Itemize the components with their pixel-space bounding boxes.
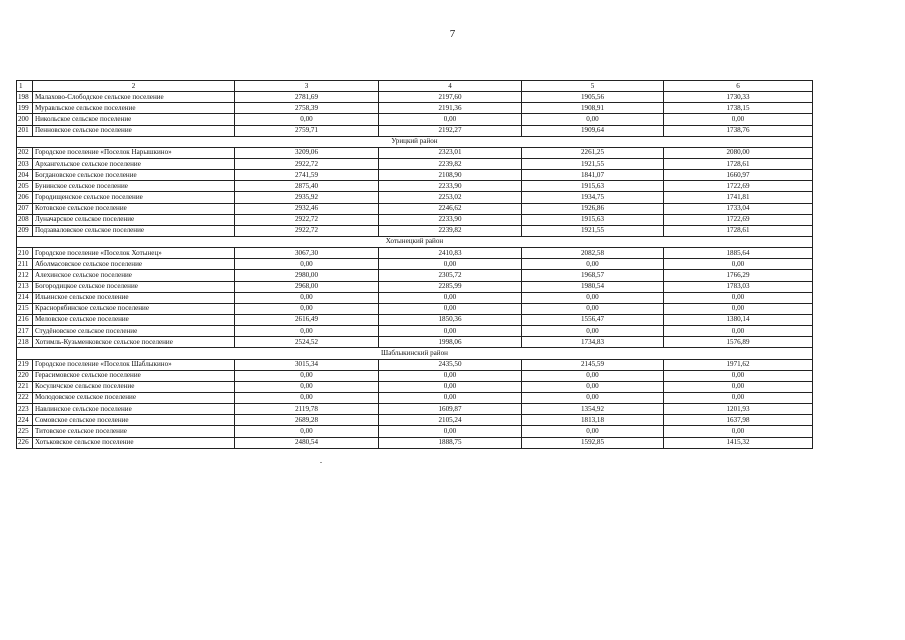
- value-cell: 1850,36: [379, 314, 522, 325]
- settlement-name: Городское поселение «Поселок Шаблыкино»: [33, 359, 235, 370]
- value-cell: 0,00: [522, 259, 664, 270]
- value-cell: 1841,07: [522, 170, 664, 181]
- value-cell: 1905,56: [522, 92, 664, 103]
- value-cell: 2192,27: [379, 125, 522, 136]
- row-number: 222: [17, 392, 33, 403]
- value-cell: 0,00: [522, 392, 664, 403]
- settlement-name: Городское поселение «Поселок Хотынец»: [33, 248, 235, 259]
- value-cell: 2261,25: [522, 147, 664, 158]
- value-cell: 0,00: [664, 370, 813, 381]
- value-cell: 1722,69: [664, 214, 813, 225]
- settlement-name: Городское поселение «Поселок Нарышкино»: [33, 147, 235, 158]
- header-row: [17, 81, 813, 92]
- value-cell: 2435,50: [379, 359, 522, 370]
- value-cell: 0,00: [379, 381, 522, 392]
- value-cell: 2980,00: [235, 270, 379, 281]
- table-row: [17, 270, 813, 281]
- value-cell: 0,00: [522, 326, 664, 337]
- value-cell: 1885,64: [664, 248, 813, 259]
- settlement-name: Малахово-Слободское сельское поселение: [33, 92, 235, 103]
- value-cell: 2922,72: [235, 158, 379, 169]
- district-title: Хотынецкий район: [17, 236, 813, 247]
- value-cell: 1971,62: [664, 359, 813, 370]
- value-cell: 2108,90: [379, 170, 522, 181]
- value-cell: 2305,72: [379, 270, 522, 281]
- column-header: 1: [17, 81, 33, 92]
- value-cell: 1915,63: [522, 214, 664, 225]
- district-heading-row: [17, 236, 813, 247]
- value-cell: 0,00: [235, 381, 379, 392]
- row-number: 209: [17, 225, 33, 236]
- settlement-name: Хотьковское сельское поселение: [33, 437, 235, 448]
- value-cell: 2410,83: [379, 248, 522, 259]
- value-cell: 1354,92: [522, 404, 664, 415]
- row-number: 201: [17, 125, 33, 136]
- value-cell: 0,00: [522, 292, 664, 303]
- table-row: [17, 92, 813, 103]
- settlement-name: Бунинское сельское поселение: [33, 181, 235, 192]
- table-row: [17, 248, 813, 259]
- table-row: [17, 181, 813, 192]
- value-cell: 1728,61: [664, 158, 813, 169]
- district-heading-row: [17, 136, 813, 147]
- column-header: 3: [235, 81, 379, 92]
- table-row: [17, 392, 813, 403]
- scan-speck: [320, 462, 322, 463]
- settlement-name: Герасимовское сельское поселение: [33, 370, 235, 381]
- settlement-name: Студёновское сельское поселение: [33, 326, 235, 337]
- table-row: [17, 370, 813, 381]
- value-cell: 1921,55: [522, 225, 664, 236]
- value-cell: 2323,01: [379, 147, 522, 158]
- table-row: [17, 125, 813, 136]
- value-cell: 0,00: [235, 303, 379, 314]
- value-cell: 2480,54: [235, 437, 379, 448]
- value-cell: 1908,91: [522, 103, 664, 114]
- value-cell: 3015,34: [235, 359, 379, 370]
- row-number: 211: [17, 259, 33, 270]
- value-cell: 0,00: [379, 303, 522, 314]
- value-cell: 2197,60: [379, 92, 522, 103]
- value-cell: 0,00: [522, 426, 664, 437]
- value-cell: 1556,47: [522, 314, 664, 325]
- row-number: 204: [17, 170, 33, 181]
- value-cell: 0,00: [664, 303, 813, 314]
- settlement-name: Ильинское сельское поселение: [33, 292, 235, 303]
- table-row: [17, 158, 813, 169]
- settlement-name: Сомовское сельское поселение: [33, 415, 235, 426]
- value-cell: 0,00: [379, 292, 522, 303]
- table-row: [17, 314, 813, 325]
- value-cell: 1415,32: [664, 437, 813, 448]
- value-cell: 0,00: [522, 303, 664, 314]
- value-cell: 3209,06: [235, 147, 379, 158]
- value-cell: 1738,76: [664, 125, 813, 136]
- value-cell: 2616,49: [235, 314, 379, 325]
- value-cell: 2239,82: [379, 225, 522, 236]
- value-cell: 1637,98: [664, 415, 813, 426]
- value-cell: 1576,89: [664, 337, 813, 348]
- value-cell: 2119,78: [235, 404, 379, 415]
- value-cell: 1728,61: [664, 225, 813, 236]
- table-row: [17, 337, 813, 348]
- column-header: 6: [664, 81, 813, 92]
- row-number: 205: [17, 181, 33, 192]
- value-cell: 1734,83: [522, 337, 664, 348]
- row-number: 198: [17, 92, 33, 103]
- district-heading-row: [17, 348, 813, 359]
- value-cell: 3067,30: [235, 248, 379, 259]
- settlement-name: Богородицкое сельское поселение: [33, 281, 235, 292]
- value-cell: 1915,63: [522, 181, 664, 192]
- value-cell: 2253,02: [379, 192, 522, 203]
- table-row: [17, 170, 813, 181]
- value-cell: 2233,90: [379, 214, 522, 225]
- row-number: 215: [17, 303, 33, 314]
- tariff-table: [16, 80, 813, 449]
- row-number: 219: [17, 359, 33, 370]
- value-cell: 0,00: [379, 326, 522, 337]
- row-number: 210: [17, 248, 33, 259]
- value-cell: 0,00: [235, 292, 379, 303]
- value-cell: 2922,72: [235, 214, 379, 225]
- value-cell: 0,00: [664, 292, 813, 303]
- value-cell: 2968,00: [235, 281, 379, 292]
- row-number: 206: [17, 192, 33, 203]
- value-cell: 1909,64: [522, 125, 664, 136]
- value-cell: 1980,54: [522, 281, 664, 292]
- table-row: [17, 214, 813, 225]
- table-row: [17, 437, 813, 448]
- value-cell: 2145,59: [522, 359, 664, 370]
- value-cell: 2080,00: [664, 147, 813, 158]
- value-cell: 0,00: [235, 426, 379, 437]
- settlement-name: Алехинское сельское поселение: [33, 270, 235, 281]
- value-cell: 2935,92: [235, 192, 379, 203]
- table-body: [17, 92, 813, 449]
- value-cell: 0,00: [664, 114, 813, 125]
- settlement-name: Городищенское сельское поселение: [33, 192, 235, 203]
- value-cell: 0,00: [522, 370, 664, 381]
- row-number: 212: [17, 270, 33, 281]
- value-cell: 2741,59: [235, 170, 379, 181]
- row-number: 203: [17, 158, 33, 169]
- value-cell: 0,00: [664, 259, 813, 270]
- table-row: [17, 225, 813, 236]
- value-cell: 2524,52: [235, 337, 379, 348]
- table-row: [17, 259, 813, 270]
- row-number: 216: [17, 314, 33, 325]
- value-cell: 0,00: [379, 370, 522, 381]
- table-row: [17, 426, 813, 437]
- value-cell: 1609,87: [379, 404, 522, 415]
- table-row: [17, 359, 813, 370]
- value-cell: 2246,62: [379, 203, 522, 214]
- value-cell: 2285,99: [379, 281, 522, 292]
- row-number: 200: [17, 114, 33, 125]
- row-number: 224: [17, 415, 33, 426]
- table-row: [17, 303, 813, 314]
- settlement-name: Меловское сельское поселение: [33, 314, 235, 325]
- row-number: 208: [17, 214, 33, 225]
- value-cell: 0,00: [664, 326, 813, 337]
- value-cell: 1741,81: [664, 192, 813, 203]
- row-number: 199: [17, 103, 33, 114]
- value-cell: 1660,97: [664, 170, 813, 181]
- value-cell: 1998,06: [379, 337, 522, 348]
- value-cell: 2233,90: [379, 181, 522, 192]
- value-cell: 0,00: [522, 114, 664, 125]
- settlement-name: Молодовское сельское поселение: [33, 392, 235, 403]
- table-row: [17, 326, 813, 337]
- table-row: [17, 147, 813, 158]
- settlement-name: Муравльское сельское поселение: [33, 103, 235, 114]
- value-cell: 0,00: [235, 326, 379, 337]
- settlement-name: Хотимль-Кузьменковское сельское поселение: [33, 337, 235, 348]
- value-cell: 0,00: [664, 392, 813, 403]
- value-cell: 1380,14: [664, 314, 813, 325]
- value-cell: 0,00: [379, 114, 522, 125]
- settlement-name: Луначарское сельское поселение: [33, 214, 235, 225]
- value-cell: 2758,39: [235, 103, 379, 114]
- value-cell: 0,00: [664, 381, 813, 392]
- row-number: 213: [17, 281, 33, 292]
- row-number: 221: [17, 381, 33, 392]
- value-cell: 2239,82: [379, 158, 522, 169]
- table-row: [17, 192, 813, 203]
- district-title: Шаблыкинский район: [17, 348, 813, 359]
- settlement-name: Архангельское сельское поселение: [33, 158, 235, 169]
- row-number: 218: [17, 337, 33, 348]
- value-cell: 2781,69: [235, 92, 379, 103]
- row-number: 217: [17, 326, 33, 337]
- column-header: 2: [33, 81, 235, 92]
- row-number: 202: [17, 147, 33, 158]
- table-row: [17, 292, 813, 303]
- settlement-name: Котовское сельское поселение: [33, 203, 235, 214]
- value-cell: 2922,72: [235, 225, 379, 236]
- settlement-name: Подзаваловское сельское поселение: [33, 225, 235, 236]
- settlement-name: Косуличское сельское поселение: [33, 381, 235, 392]
- value-cell: 2689,28: [235, 415, 379, 426]
- settlement-name: Пенновское сельское поселение: [33, 125, 235, 136]
- row-number: 220: [17, 370, 33, 381]
- table-row: [17, 114, 813, 125]
- value-cell: 2082,58: [522, 248, 664, 259]
- table-row: [17, 404, 813, 415]
- row-number: 214: [17, 292, 33, 303]
- value-cell: 1934,75: [522, 192, 664, 203]
- table-row: [17, 203, 813, 214]
- value-cell: 1921,55: [522, 158, 664, 169]
- value-cell: 1201,93: [664, 404, 813, 415]
- table-row: [17, 281, 813, 292]
- row-number: 207: [17, 203, 33, 214]
- value-cell: 0,00: [379, 392, 522, 403]
- settlement-name: Аболмасовское сельское поселение: [33, 259, 235, 270]
- value-cell: 2875,40: [235, 181, 379, 192]
- value-cell: 0,00: [235, 392, 379, 403]
- value-cell: 1888,75: [379, 437, 522, 448]
- value-cell: 1926,86: [522, 203, 664, 214]
- column-header: 4: [379, 81, 522, 92]
- district-title: Урицкий район: [17, 136, 813, 147]
- column-header: 5: [522, 81, 664, 92]
- table-row: [17, 381, 813, 392]
- value-cell: 2759,71: [235, 125, 379, 136]
- settlement-name: Краснорябинское сельское поселение: [33, 303, 235, 314]
- value-cell: 1766,29: [664, 270, 813, 281]
- value-cell: 0,00: [379, 259, 522, 270]
- row-number: 223: [17, 404, 33, 415]
- value-cell: 1592,85: [522, 437, 664, 448]
- value-cell: 1722,69: [664, 181, 813, 192]
- table-row: [17, 103, 813, 114]
- value-cell: 0,00: [379, 426, 522, 437]
- settlement-name: Навлинское сельское поселение: [33, 404, 235, 415]
- value-cell: 1738,15: [664, 103, 813, 114]
- row-number: 226: [17, 437, 33, 448]
- value-cell: 0,00: [522, 381, 664, 392]
- settlement-name: Богдановское сельское поселение: [33, 170, 235, 181]
- value-cell: 0,00: [664, 426, 813, 437]
- value-cell: 2191,36: [379, 103, 522, 114]
- value-cell: 1968,57: [522, 270, 664, 281]
- value-cell: 1813,18: [522, 415, 664, 426]
- value-cell: 0,00: [235, 114, 379, 125]
- value-cell: 0,00: [235, 370, 379, 381]
- value-cell: 0,00: [235, 259, 379, 270]
- settlement-name: Титовское сельское поселение: [33, 426, 235, 437]
- value-cell: 1730,33: [664, 92, 813, 103]
- page-number: 7: [449, 28, 456, 40]
- table-row: [17, 415, 813, 426]
- value-cell: 1783,03: [664, 281, 813, 292]
- value-cell: 2932,46: [235, 203, 379, 214]
- settlement-name: Никольское сельское поселение: [33, 114, 235, 125]
- value-cell: 2105,24: [379, 415, 522, 426]
- value-cell: 1733,04: [664, 203, 813, 214]
- row-number: 225: [17, 426, 33, 437]
